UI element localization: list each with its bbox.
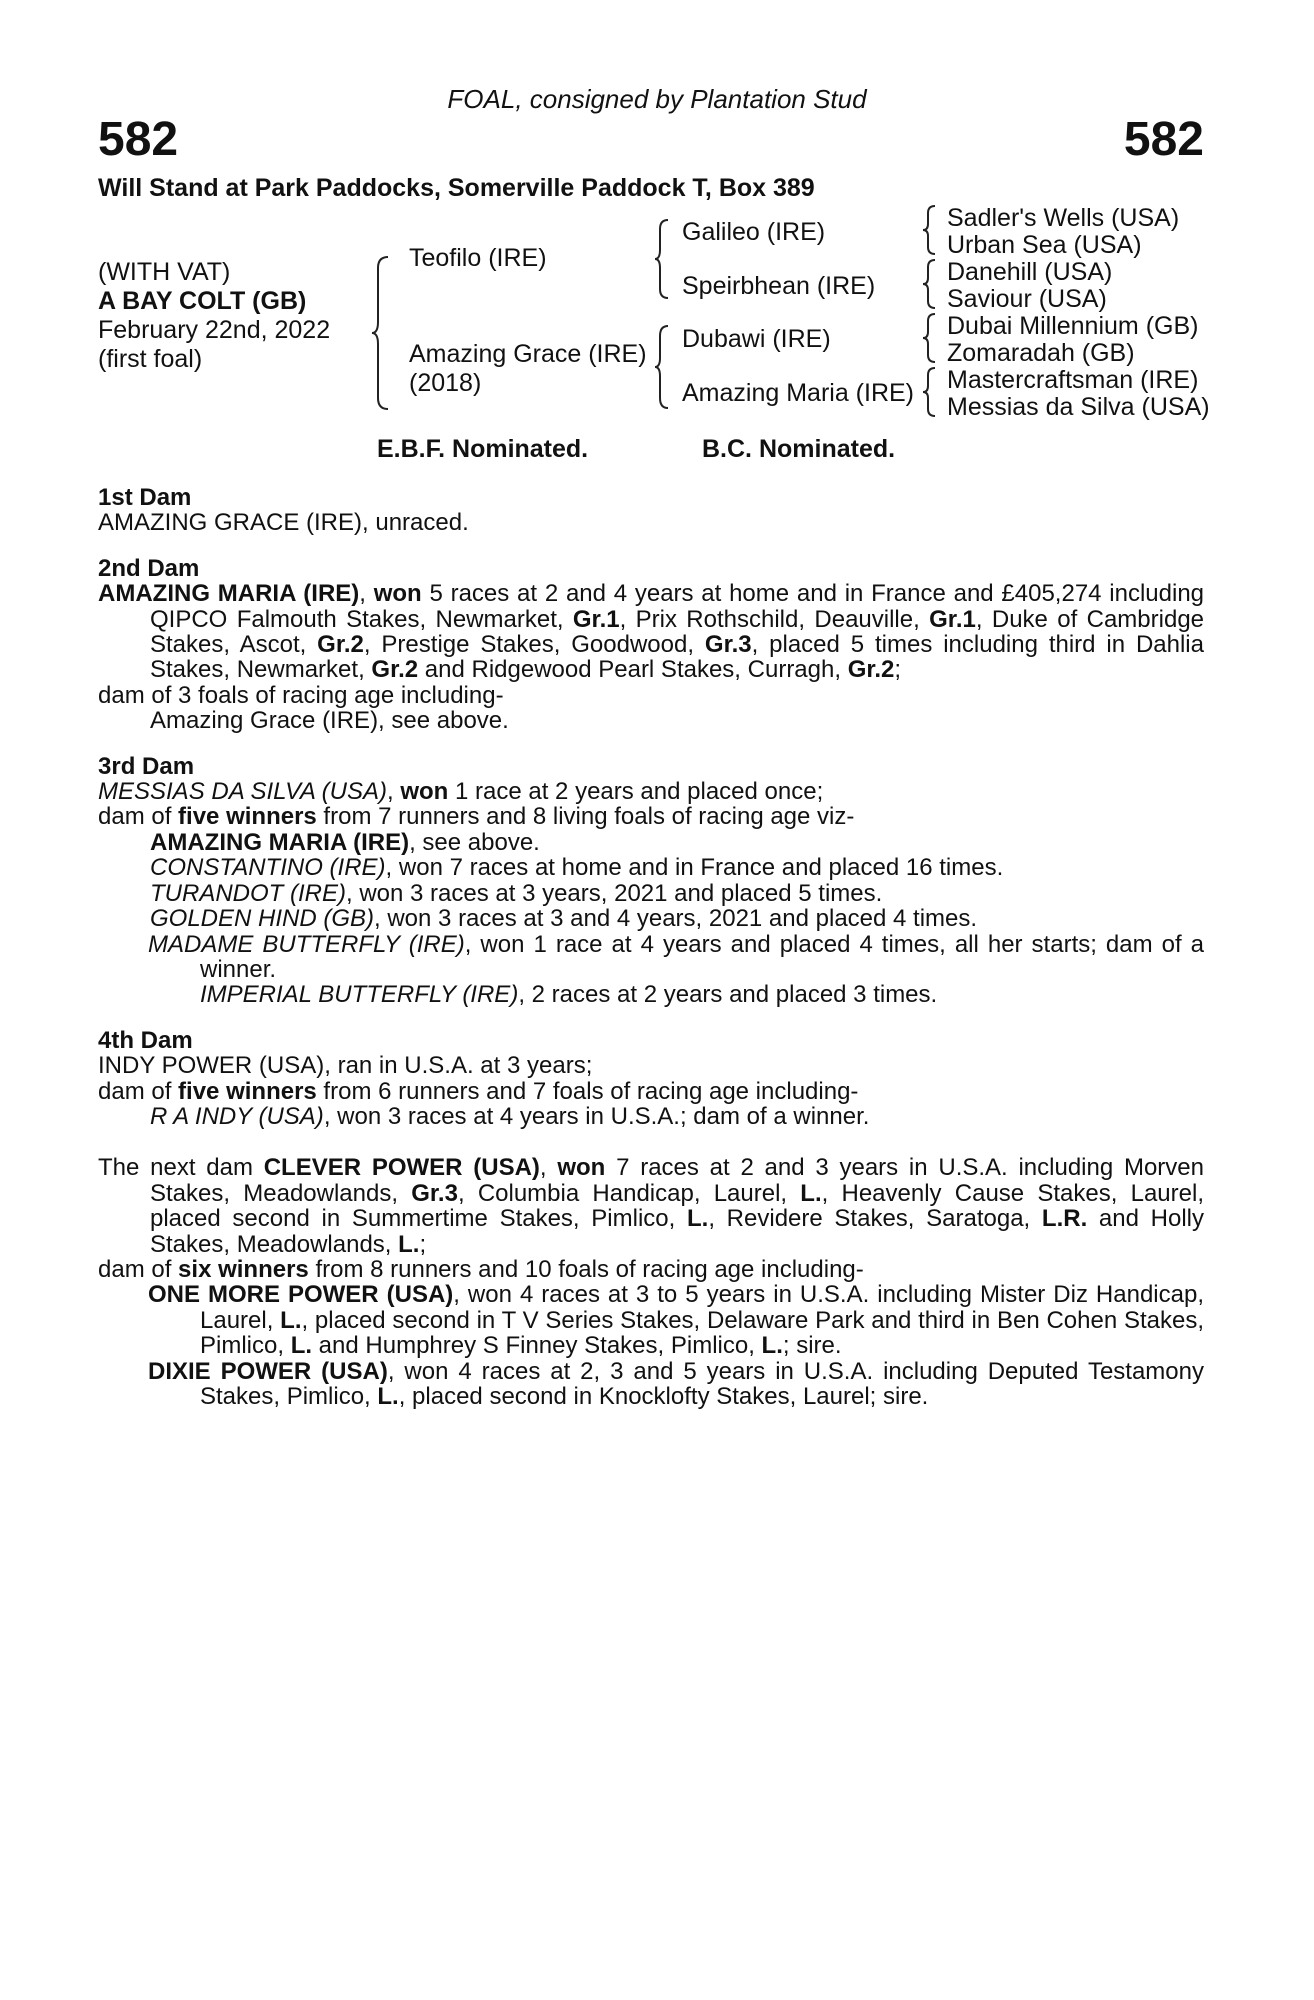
third-dam-record: MESSIAS DA SILVA (USA), won 1 race at 2 years and placed once; (98, 778, 824, 806)
ggp-2: Urban Sea (USA) (947, 231, 1142, 259)
ggp-1: Sadler's Wells (USA) (947, 204, 1180, 232)
lot-number-right: 582 (1123, 113, 1204, 166)
fourth-dam-dam-of: dam of five winners from 6 runners and 7 foals of racing age including- (98, 1077, 859, 1105)
second-dam-heading: 2nd Dam (98, 554, 200, 582)
dam-year: (2018) (409, 369, 482, 397)
sire-sire: Galileo (IRE) (682, 218, 826, 246)
brace-ggp-1 (923, 204, 937, 256)
bc-nominated: B.C. Nominated. (702, 435, 896, 463)
brace-ggp-3 (923, 312, 937, 364)
brace-ggp-2 (923, 258, 937, 310)
produce-imperial-butterfly: IMPERIAL BUTTERFLY (IRE), 2 races at 2 years and placed 3 times. (200, 981, 938, 1009)
ggp-8: Messias da Silva (USA) (947, 393, 1210, 421)
produce-amazing-maria: AMAZING MARIA (IRE), see above. (150, 828, 540, 856)
produce-one-more-power: ONE MORE POWER (USA), won 4 races at 3 to 5 years in U.S.A. including Mister Diz Handicap, Laurel, L., placed second in T V Series Stakes, Delaware Park and third in Ben Cohen Stakes, Pimlico, L. and Humphrey S Finney Stakes, Pimlico, L.; sire. (148, 1281, 1204, 1360)
ggp-5: Dubai Millennium (GB) (947, 312, 1199, 340)
produce-madame-butterfly: MADAME BUTTERFLY (IRE), won 1 race at 4 years and placed 4 times, all her starts; dam of a winner. (148, 930, 1205, 983)
third-dam-heading: 3rd Dam (98, 752, 195, 780)
produce-record (98, 485, 1204, 1409)
first-dam-heading: 1st Dam (98, 484, 192, 511)
third-dam-section (98, 754, 1204, 1008)
produce-dixie-power: DIXIE POWER (USA), won 4 races at 2, 3 and 5 years in U.S.A. including Deputed Testamony Stakes, Pimlico, L., placed second in Knocklofty Stakes, Laurel; sire. (148, 1357, 1204, 1410)
second-dam-record: AMAZING MARIA (IRE), won 5 races at 2 and 4 years at home and in France and £405,274 including QIPCO Falmouth Stakes, Newmarket, Gr.1, Prix Rothschild, Deauville, Gr.1, Duke of Cambridge Stakes, Ascot, Gr.2, Prestige Stakes, Goodwood, Gr.3, placed 5 times including third in Dahlia Stakes, Newmarket, Gr.2 and Ridgewood Pearl Stakes, Curragh, Gr.2; (98, 580, 1205, 684)
vat-note: (WITH VAT) (98, 258, 231, 286)
fourth-dam-section (98, 1028, 1204, 1130)
first-dam-text: AMAZING GRACE (IRE), unraced. (98, 509, 469, 537)
ebf-nominated: E.B.F. Nominated. (377, 435, 589, 463)
horse-block (98, 258, 330, 374)
stand-location: Will Stand at Park Paddocks, Somerville Paddock T, Box 389 (98, 174, 815, 202)
fourth-dam-record: INDY POWER (USA), ran in U.S.A. at 3 years; (98, 1052, 593, 1080)
first-dam-section (98, 485, 1204, 536)
second-dam-dam-of: dam of 3 foals of racing age including- (98, 681, 504, 709)
foaling-date: February 22nd, 2022 (98, 316, 331, 344)
ggp-4: Saviour (USA) (947, 285, 1107, 313)
lot-number-left: 582 (98, 113, 179, 166)
produce-constantino: CONSTANTINO (IRE), won 7 races at home and in France and placed 16 times. (150, 854, 1004, 882)
ggp-6: Zomaradah (GB) (947, 339, 1135, 367)
produce-golden-hind: GOLDEN HIND (GB), won 3 races at 3 and 4 years, 2021 and placed 4 times. (150, 905, 978, 933)
second-dam-section (98, 556, 1204, 734)
brace-main (372, 254, 392, 412)
foal-note: (first foal) (98, 345, 203, 373)
next-dam-record: The next dam CLEVER POWER (USA), won 7 races at 2 and 3 years in U.S.A. including Morven Stakes, Meadowlands, Gr.3, Columbia Handicap, Laurel, L., Heavenly Cause Stakes, Laurel, placed second in Summertime Stakes, Pimlico, L., Revidere Stakes, Saratoga, L.R. and Holly Stakes, Meadowlands, L.; (98, 1154, 1204, 1258)
brace-sire (655, 218, 671, 300)
second-dam-produce: Amazing Grace (IRE), see above. (150, 707, 509, 735)
horse-name: A BAY COLT (GB) (98, 287, 307, 315)
dam-name: Amazing Grace (IRE) (409, 340, 647, 368)
third-dam-dam-of: dam of five winners from 7 runners and 8 living foals of racing age viz- (98, 803, 855, 831)
dam-sire: Dubawi (IRE) (682, 325, 831, 353)
brace-ggp-4 (923, 366, 937, 418)
ggp-3: Danehill (USA) (947, 258, 1113, 286)
ggp-7: Mastercraftsman (IRE) (947, 366, 1199, 394)
next-dam-dam-of: dam of six winners from 8 runners and 10 foals of racing age including- (98, 1255, 864, 1283)
produce-r-a-indy: R A INDY (USA), won 3 races at 4 years in U.S.A.; dam of a winner. (150, 1102, 870, 1130)
next-dam-section (98, 1155, 1204, 1409)
consignment-line: FOAL, consigned by Plantation Stud (447, 84, 867, 114)
fourth-dam-heading: 4th Dam (98, 1026, 193, 1054)
produce-turandot: TURANDOT (IRE), won 3 races at 3 years, 2021 and placed 5 times. (150, 879, 883, 907)
dam-dam: Amazing Maria (IRE) (682, 379, 914, 407)
brace-dam (655, 324, 671, 410)
sire-name: Teofilo (IRE) (409, 244, 547, 272)
sire-dam: Speirbhean (IRE) (682, 272, 876, 300)
